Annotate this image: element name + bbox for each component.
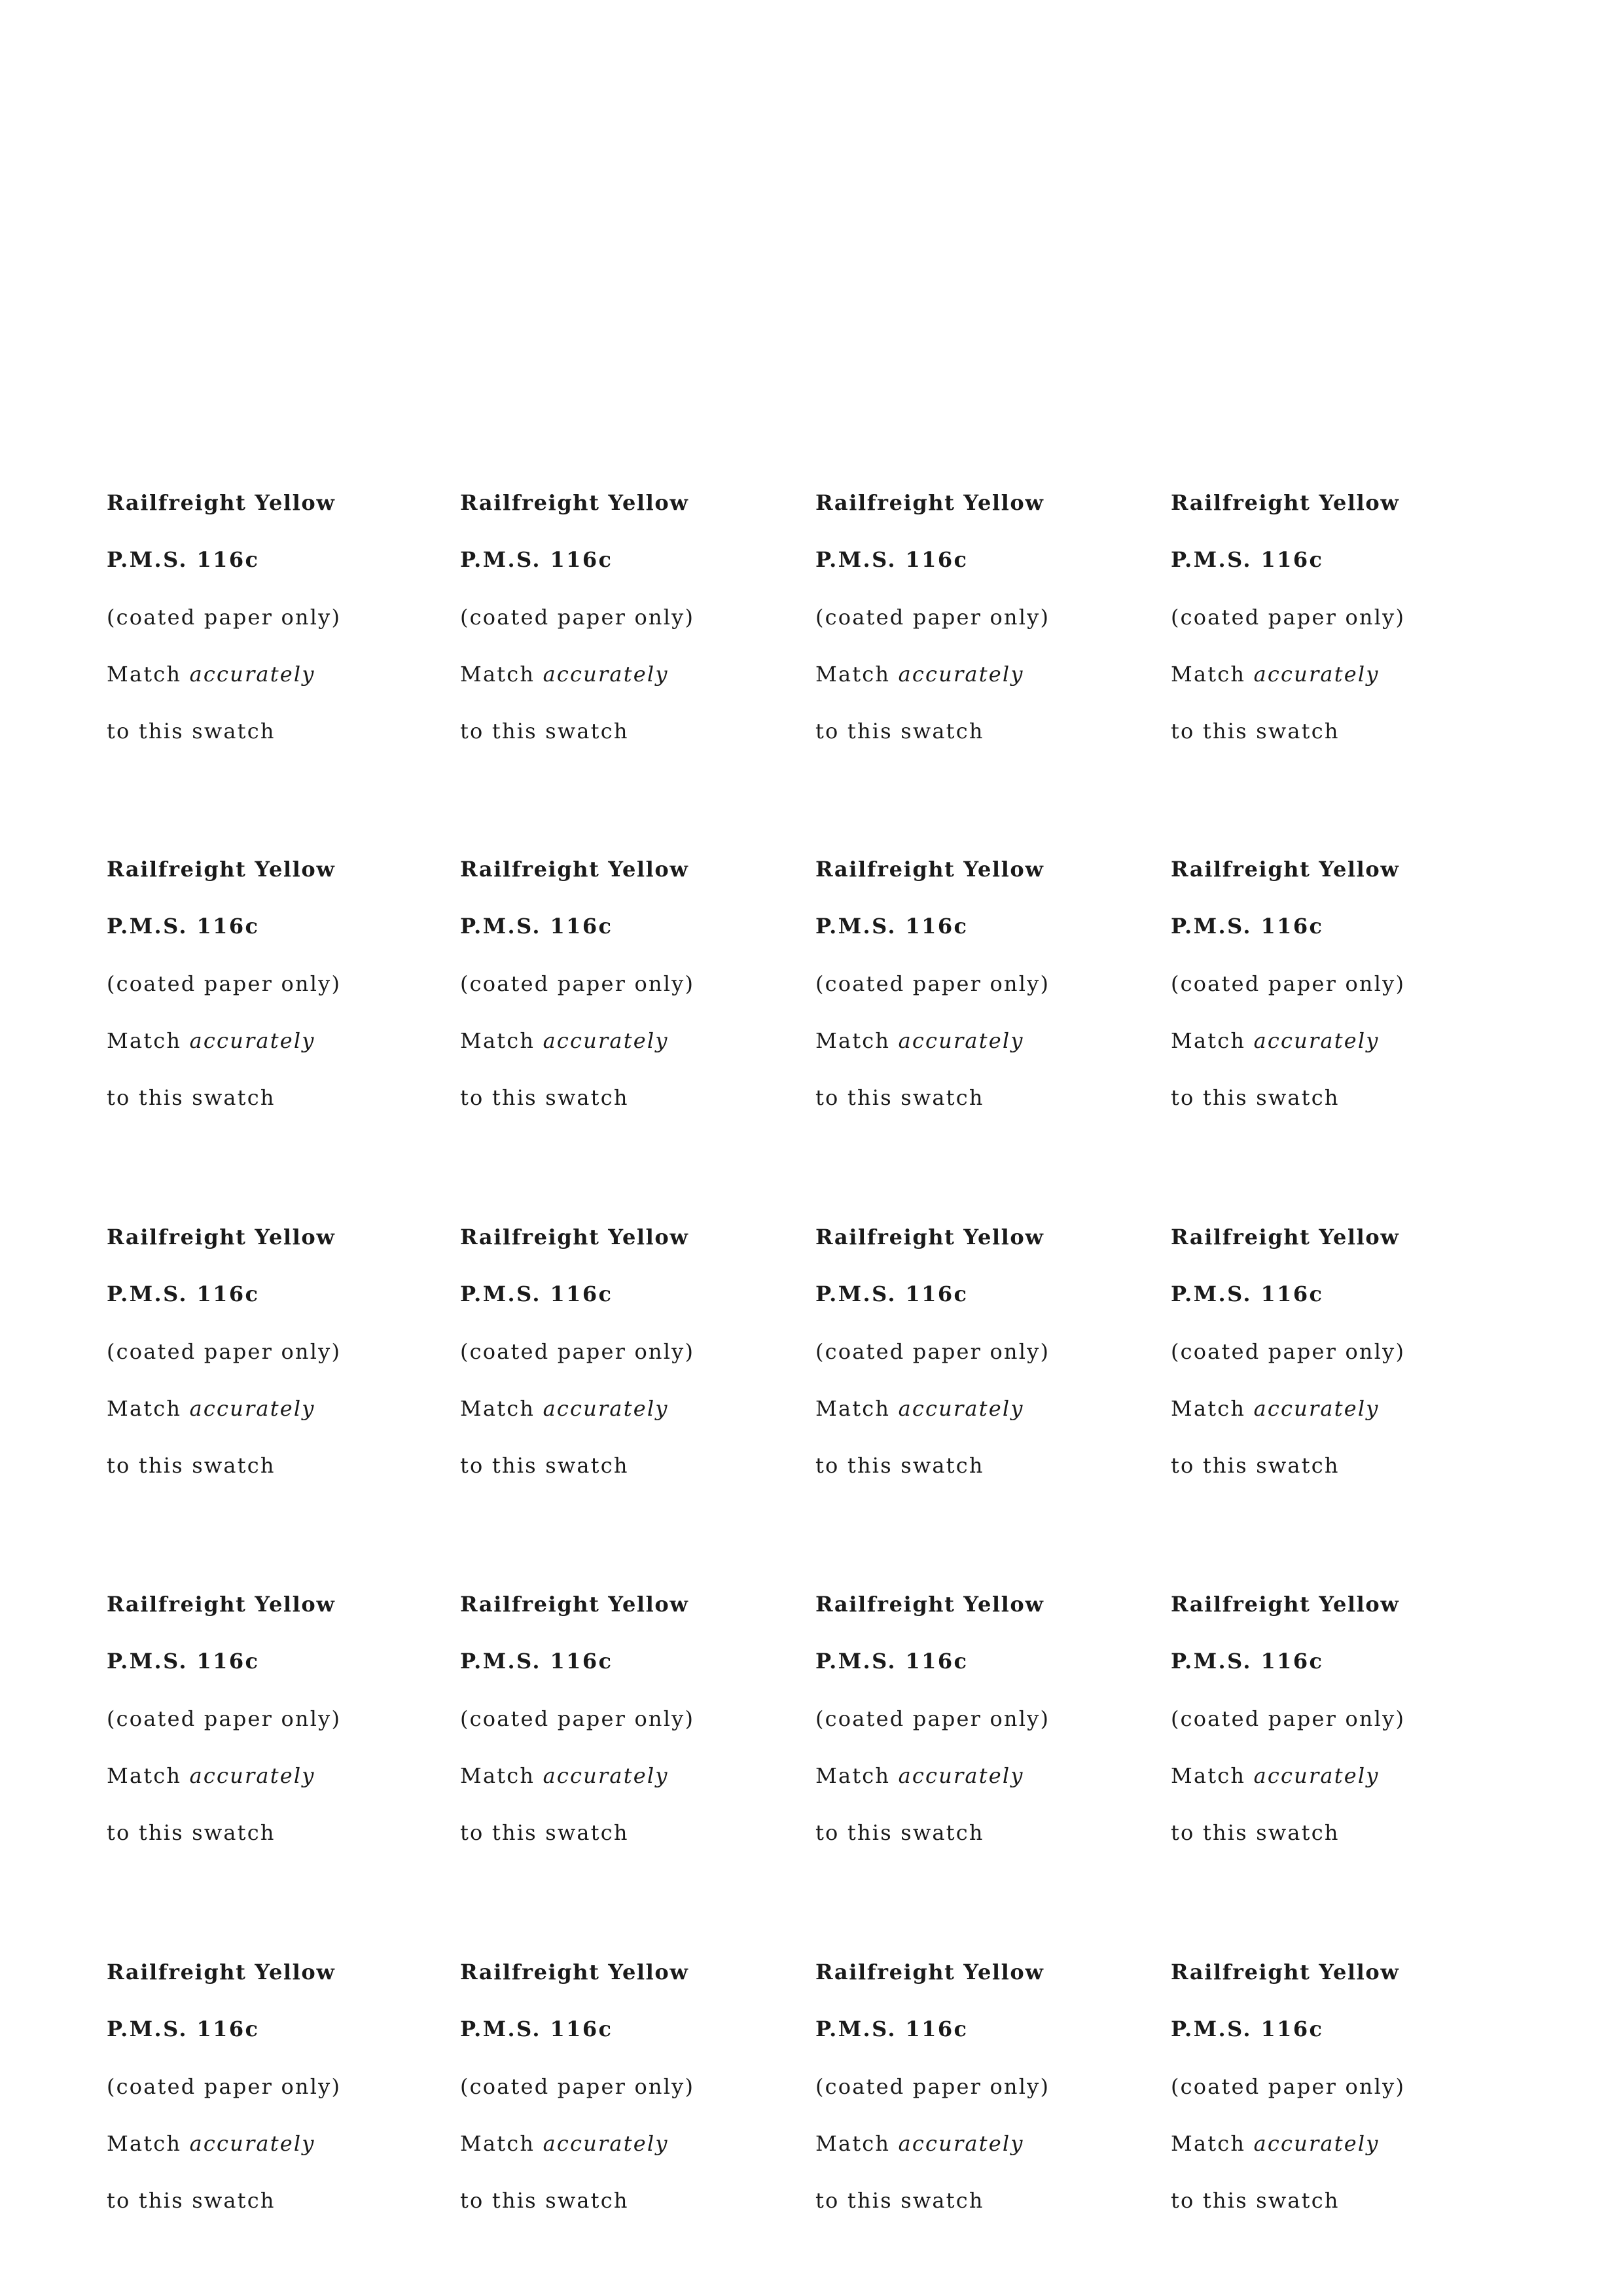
match-emphasis: accurately <box>543 662 669 687</box>
colour-name: Railfreight Yellow <box>107 857 336 882</box>
match-prefix: Match <box>1171 1396 1246 1421</box>
match-prefix: Match <box>1171 1028 1246 1053</box>
match-emphasis: accurately <box>543 1028 669 1053</box>
pms-code: P.M.S. 116c <box>815 1282 969 1306</box>
match-prefix: Match <box>815 1396 891 1421</box>
match-instruction <box>815 664 1024 685</box>
match-emphasis: accurately <box>543 2131 669 2156</box>
match-emphasis: accurately <box>898 1396 1024 1421</box>
colour-name: Railfreight Yellow <box>460 490 689 515</box>
match-instruction <box>1171 2133 1380 2154</box>
match-instruction <box>107 1765 315 1786</box>
pms-code: P.M.S. 116c <box>460 1282 613 1306</box>
swatch-instruction: to this swatch <box>107 2188 276 2213</box>
swatch-instruction: to this swatch <box>460 2188 629 2213</box>
match-prefix: Match <box>460 2131 535 2156</box>
colour-name: Railfreight Yellow <box>107 490 336 515</box>
paper-note: (coated paper only) <box>107 2074 342 2099</box>
match-instruction <box>1171 1765 1380 1786</box>
colour-name: Railfreight Yellow <box>815 1592 1044 1617</box>
match-prefix: Match <box>815 662 891 687</box>
match-instruction <box>815 1765 1024 1786</box>
match-prefix: Match <box>815 1763 891 1788</box>
pms-code: P.M.S. 116c <box>1171 1282 1324 1306</box>
colour-name: Railfreight Yellow <box>815 1225 1044 1249</box>
paper-note: (coated paper only) <box>815 1706 1050 1731</box>
paper-note: (coated paper only) <box>815 2074 1050 2099</box>
colour-name: Railfreight Yellow <box>107 1225 336 1249</box>
match-instruction <box>107 1030 315 1051</box>
match-instruction <box>460 1030 669 1051</box>
colour-name: Railfreight Yellow <box>815 490 1044 515</box>
colour-name: Railfreight Yellow <box>107 1960 336 1984</box>
match-prefix: Match <box>107 1396 182 1421</box>
pms-code: P.M.S. 116c <box>107 1282 260 1306</box>
swatch-instruction: to this swatch <box>1171 1820 1340 1845</box>
pms-code: P.M.S. 116c <box>815 2017 969 2041</box>
colour-name: Railfreight Yellow <box>1171 1225 1400 1249</box>
match-prefix: Match <box>460 662 535 687</box>
match-emphasis: accurately <box>1253 1763 1380 1788</box>
paper-note: (coated paper only) <box>460 1706 695 1731</box>
swatch-instruction: to this swatch <box>107 719 276 744</box>
swatch-instruction: to this swatch <box>1171 719 1340 744</box>
match-emphasis: accurately <box>898 1028 1024 1053</box>
match-emphasis: accurately <box>898 662 1024 687</box>
match-prefix: Match <box>460 1028 535 1053</box>
match-instruction <box>815 1030 1024 1051</box>
match-instruction <box>107 1398 315 1419</box>
paper-note: (coated paper only) <box>815 1339 1050 1364</box>
colour-name: Railfreight Yellow <box>1171 857 1400 882</box>
colour-name: Railfreight Yellow <box>460 1960 689 1984</box>
paper-note: (coated paper only) <box>107 605 342 630</box>
paper-note: (coated paper only) <box>815 971 1050 996</box>
match-instruction <box>460 2133 669 2154</box>
match-emphasis: accurately <box>543 1763 669 1788</box>
swatch-instruction: to this swatch <box>107 1820 276 1845</box>
swatch-instruction: to this swatch <box>460 1085 629 1110</box>
match-instruction <box>815 1398 1024 1419</box>
match-emphasis: accurately <box>189 1028 315 1053</box>
colour-name: Railfreight Yellow <box>460 857 689 882</box>
match-prefix: Match <box>460 1763 535 1788</box>
pms-code: P.M.S. 116c <box>460 547 613 572</box>
match-emphasis: accurately <box>1253 2131 1380 2156</box>
match-emphasis: accurately <box>189 1763 315 1788</box>
pms-code: P.M.S. 116c <box>460 2017 613 2041</box>
swatch-instruction: to this swatch <box>815 1453 984 1478</box>
match-emphasis: accurately <box>1253 1396 1380 1421</box>
colour-name: Railfreight Yellow <box>1171 490 1400 515</box>
match-instruction <box>107 664 315 685</box>
match-emphasis: accurately <box>189 662 315 687</box>
match-instruction <box>107 2133 315 2154</box>
match-emphasis: accurately <box>898 2131 1024 2156</box>
paper-note: (coated paper only) <box>107 1339 342 1364</box>
match-emphasis: accurately <box>543 1396 669 1421</box>
match-prefix: Match <box>107 1763 182 1788</box>
pms-code: P.M.S. 116c <box>1171 914 1324 939</box>
paper-note: (coated paper only) <box>460 605 695 630</box>
match-prefix: Match <box>107 1028 182 1053</box>
colour-name: Railfreight Yellow <box>460 1225 689 1249</box>
colour-name: Railfreight Yellow <box>1171 1960 1400 1984</box>
pms-code: P.M.S. 116c <box>107 1649 260 1674</box>
swatch-instruction: to this swatch <box>460 1820 629 1845</box>
swatch-instruction: to this swatch <box>1171 1085 1340 1110</box>
paper-note: (coated paper only) <box>107 1706 342 1731</box>
match-prefix: Match <box>815 2131 891 2156</box>
colour-name: Railfreight Yellow <box>815 1960 1044 1984</box>
colour-name: Railfreight Yellow <box>1171 1592 1400 1617</box>
paper-note: (coated paper only) <box>1171 605 1406 630</box>
match-instruction <box>460 1398 669 1419</box>
paper-note: (coated paper only) <box>460 971 695 996</box>
pms-code: P.M.S. 116c <box>815 1649 969 1674</box>
pms-code: P.M.S. 116c <box>1171 2017 1324 2041</box>
match-emphasis: accurately <box>1253 1028 1380 1053</box>
match-emphasis: accurately <box>1253 662 1380 687</box>
paper-note: (coated paper only) <box>1171 1706 1406 1731</box>
swatch-instruction: to this swatch <box>107 1085 276 1110</box>
match-prefix: Match <box>1171 1763 1246 1788</box>
paper-note: (coated paper only) <box>1171 1339 1406 1364</box>
paper-note: (coated paper only) <box>107 971 342 996</box>
pms-code: P.M.S. 116c <box>107 547 260 572</box>
match-prefix: Match <box>460 1396 535 1421</box>
paper-note: (coated paper only) <box>460 1339 695 1364</box>
match-instruction <box>1171 664 1380 685</box>
pms-code: P.M.S. 116c <box>815 914 969 939</box>
pms-code: P.M.S. 116c <box>107 2017 260 2041</box>
swatch-instruction: to this swatch <box>460 719 629 744</box>
colour-name: Railfreight Yellow <box>107 1592 336 1617</box>
match-instruction <box>1171 1398 1380 1419</box>
match-instruction <box>460 1765 669 1786</box>
colour-name: Railfreight Yellow <box>815 857 1044 882</box>
swatch-instruction: to this swatch <box>815 719 984 744</box>
colour-name: Railfreight Yellow <box>460 1592 689 1617</box>
match-emphasis: accurately <box>189 1396 315 1421</box>
match-prefix: Match <box>1171 2131 1246 2156</box>
match-emphasis: accurately <box>898 1763 1024 1788</box>
pms-code: P.M.S. 116c <box>460 1649 613 1674</box>
match-prefix: Match <box>107 662 182 687</box>
match-instruction <box>460 664 669 685</box>
swatch-instruction: to this swatch <box>1171 1453 1340 1478</box>
match-prefix: Match <box>815 1028 891 1053</box>
swatch-instruction: to this swatch <box>815 1820 984 1845</box>
swatch-instruction: to this swatch <box>815 1085 984 1110</box>
paper-note: (coated paper only) <box>1171 971 1406 996</box>
swatch-instruction: to this swatch <box>1171 2188 1340 2213</box>
match-prefix: Match <box>107 2131 182 2156</box>
pms-code: P.M.S. 116c <box>1171 1649 1324 1674</box>
paper-note: (coated paper only) <box>460 2074 695 2099</box>
swatch-instruction: to this swatch <box>815 2188 984 2213</box>
paper-note: (coated paper only) <box>815 605 1050 630</box>
paper-note: (coated paper only) <box>1171 2074 1406 2099</box>
pms-code: P.M.S. 116c <box>815 547 969 572</box>
pms-code: P.M.S. 116c <box>107 914 260 939</box>
swatch-instruction: to this swatch <box>460 1453 629 1478</box>
match-instruction <box>815 2133 1024 2154</box>
swatch-instruction: to this swatch <box>107 1453 276 1478</box>
pms-code: P.M.S. 116c <box>460 914 613 939</box>
match-prefix: Match <box>1171 662 1246 687</box>
match-instruction <box>1171 1030 1380 1051</box>
match-emphasis: accurately <box>189 2131 315 2156</box>
pms-code: P.M.S. 116c <box>1171 547 1324 572</box>
